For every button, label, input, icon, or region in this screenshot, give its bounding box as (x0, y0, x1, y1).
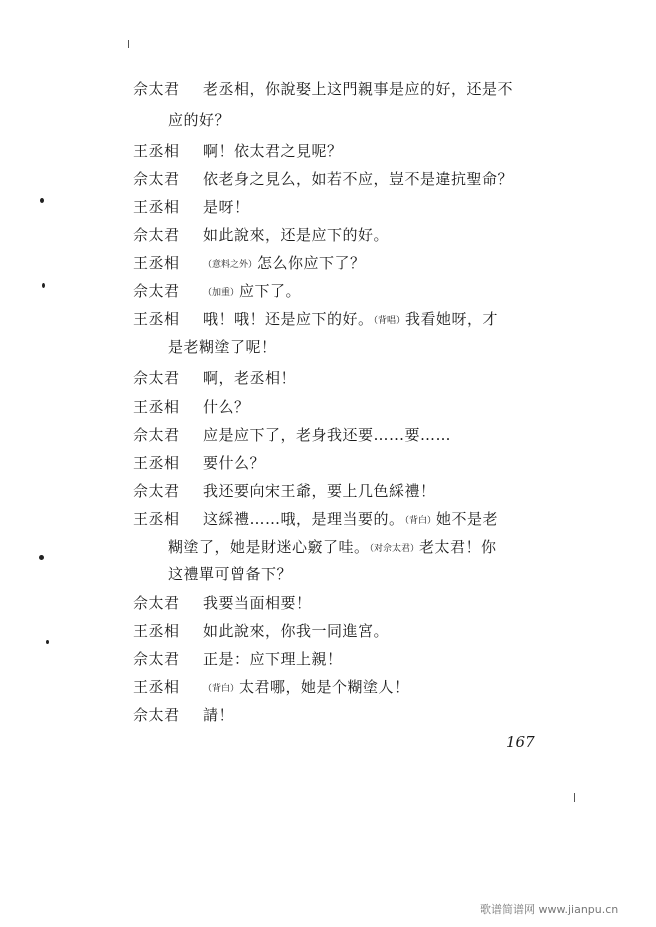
scan-speck (46, 640, 49, 644)
speaker-name: 王丞相 (133, 198, 180, 216)
dialogue-text: 如此說來，你我一同進宮。 (203, 622, 390, 640)
scan-speck (39, 555, 44, 560)
dialogue-text: 老太君！你 (419, 538, 497, 556)
stage-direction: （对佘太君） (369, 544, 420, 554)
speaker-name: 佘太君 (133, 706, 180, 724)
dialogue-line (133, 426, 451, 444)
dialogue-line (133, 254, 366, 274)
dialogue-text: 老丞相，你說娶上这門親事是应的好，还是不 (203, 80, 514, 98)
dialogue-continuation (168, 338, 277, 356)
scan-mark (574, 793, 575, 802)
watermark: 歌谱简谱网 www.jianpu.cn (480, 903, 619, 916)
dialogue-continuation (168, 538, 497, 558)
dialogue-text: 怎么你应下了？ (257, 254, 366, 272)
dialogue-line (133, 170, 513, 188)
speaker-name: 佘太君 (133, 226, 180, 244)
stage-direction: （背白） (203, 684, 240, 694)
dialogue-text: 是呀！ (203, 198, 250, 216)
dialogue-line (133, 142, 343, 160)
speaker-name: 佘太君 (133, 426, 180, 444)
dialogue-line (133, 706, 234, 724)
dialogue-line (133, 454, 265, 472)
dialogue-line (133, 80, 513, 98)
dialogue-text: 依老身之見么，如若不应，豈不是違抗聖命？ (203, 170, 514, 188)
dialogue-line (133, 398, 250, 416)
dialogue-continuation (168, 111, 230, 129)
dialogue-line (133, 594, 312, 612)
page-number: 167 (506, 733, 535, 751)
dialogue-text: 这綵禮……哦，是理当要的。 (203, 510, 405, 528)
speaker-name: 佘太君 (133, 369, 180, 387)
dialogue-line (133, 678, 410, 698)
stage-direction: （背唱） (373, 316, 406, 326)
dialogue-text: 应下了。 (239, 282, 302, 300)
speaker-name: 佘太君 (133, 170, 180, 188)
dialogue-line (133, 482, 436, 500)
dialogue-text: 她不是老 (436, 510, 499, 528)
dialogue-text: 如此說來，还是应下的好。 (203, 226, 390, 244)
speaker-name: 佘太君 (133, 282, 180, 300)
dialogue-line (133, 226, 389, 244)
dialogue-text: 我看她呀，才 (405, 310, 499, 328)
dialogue-text: 糊塗了，她是財迷心竅了哇。 (168, 538, 370, 556)
speaker-name: 佘太君 (133, 80, 180, 98)
dialogue-line (133, 369, 296, 387)
dialogue-text: 啊！依太君之見呢？ (203, 142, 343, 160)
dialogue-text: 应是应下了，老身我还要……要…… (203, 426, 452, 444)
dialogue-text: 我要当面相要！ (203, 594, 312, 612)
dialogue-line (133, 510, 498, 530)
speaker-name: 王丞相 (133, 678, 180, 696)
scan-speck (42, 283, 45, 288)
scan-mark (128, 40, 129, 48)
stage-direction: （意料之外） (203, 260, 258, 270)
dialogue-line (133, 650, 343, 668)
dialogue-text: 要什么？ (203, 454, 266, 472)
speaker-name: 佘太君 (133, 482, 180, 500)
speaker-name: 王丞相 (133, 398, 180, 416)
dialogue-line (133, 282, 301, 302)
speaker-name: 王丞相 (133, 142, 180, 160)
speaker-name: 王丞相 (133, 510, 180, 528)
dialogue-text: 請！ (203, 706, 235, 724)
dialogue-text: 应的好？ (168, 111, 231, 129)
speaker-name: 王丞相 (133, 622, 180, 640)
dialogue-text: 哦！哦！还是应下的好。 (203, 310, 374, 328)
speaker-name: 佘太君 (133, 594, 180, 612)
dialogue-text: 什么？ (203, 398, 250, 416)
stage-direction: （背白） (404, 516, 437, 526)
stage-direction: （加重） (203, 288, 240, 298)
dialogue-text: 正是：应下理上親！ (203, 650, 343, 668)
dialogue-text: 我还要向宋王爺，要上几色綵禮！ (203, 482, 436, 500)
dialogue-continuation (168, 565, 292, 583)
dialogue-line (133, 310, 498, 330)
speaker-name: 佘太君 (133, 650, 180, 668)
dialogue-text: 是老糊塗了呢！ (168, 338, 277, 356)
dialogue-line (133, 622, 389, 640)
speaker-name: 王丞相 (133, 454, 180, 472)
dialogue-text: 这禮單可曾备下？ (168, 565, 293, 583)
dialogue-text: 太君哪，她是个糊塗人！ (239, 678, 410, 696)
scan-speck (40, 198, 44, 203)
speaker-name: 王丞相 (133, 254, 180, 272)
dialogue-text: 啊，老丞相！ (203, 369, 297, 387)
dialogue-line (133, 198, 250, 216)
speaker-name: 王丞相 (133, 310, 180, 328)
